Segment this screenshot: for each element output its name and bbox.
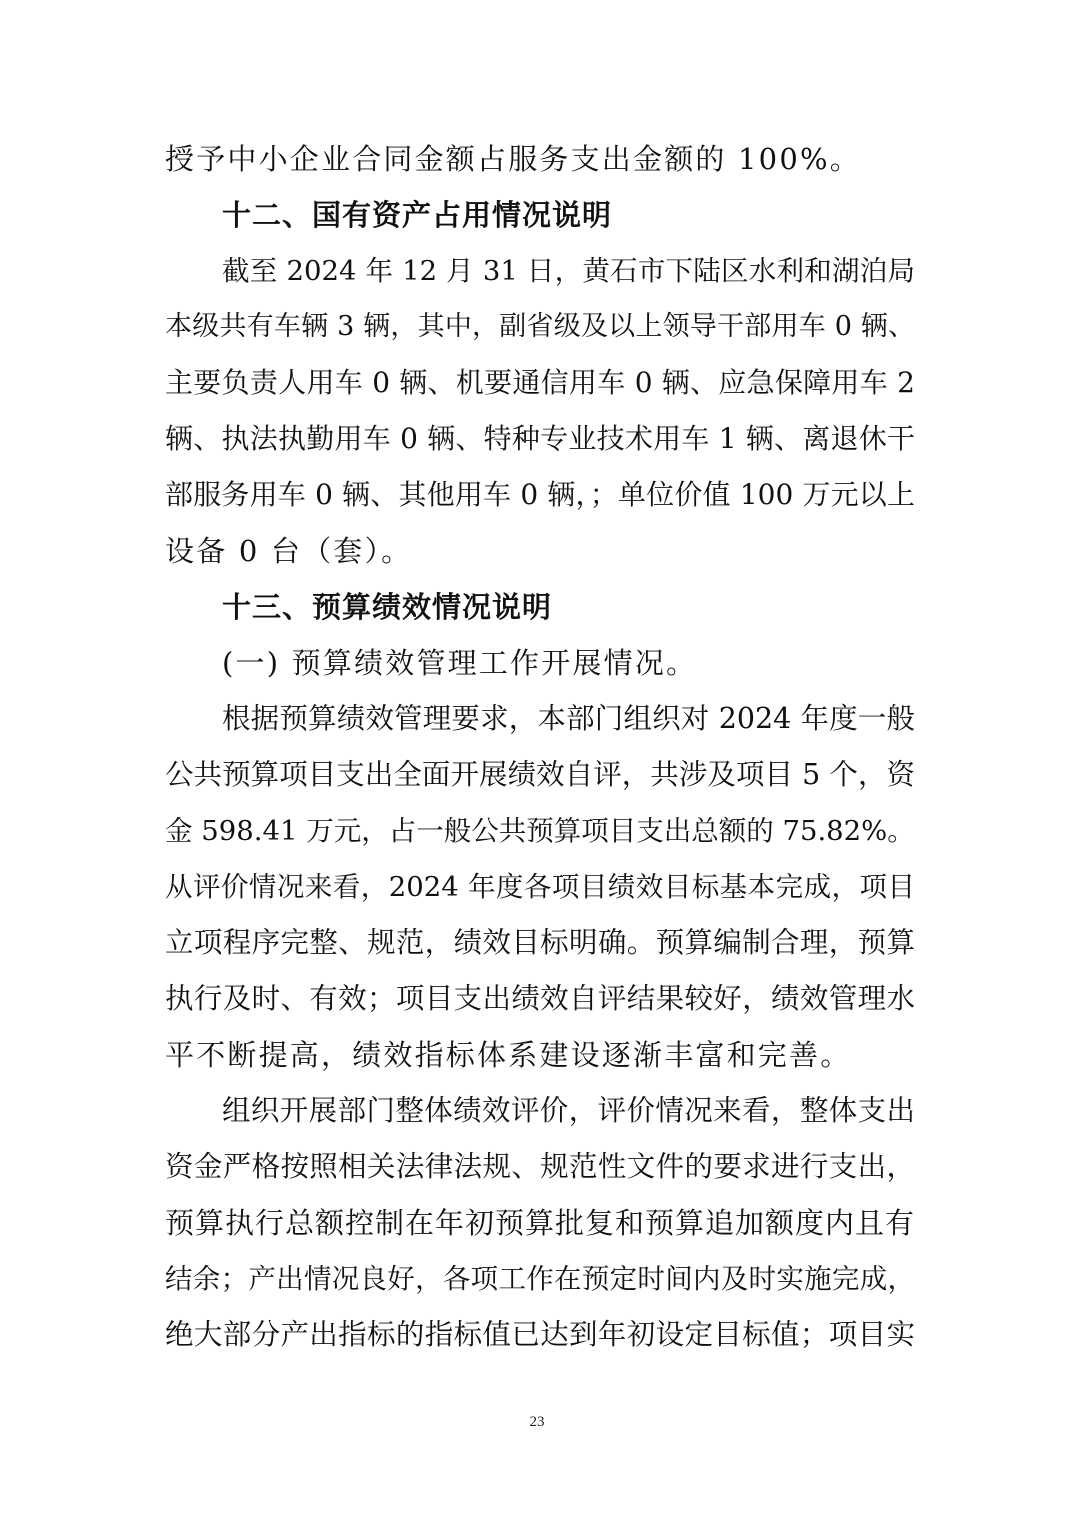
paragraph-line: 截至 2024 年 12 月 31 日，黄石市下陆区水利和湖泊局 — [222, 255, 915, 287]
section-heading-13: 十三、预算绩效情况说明 — [222, 590, 553, 624]
paragraph-line: 授予中小企业合同金额占服务支出金额的 100%。 — [165, 142, 861, 176]
paragraph-line: 立项程序完整、规范，绩效目标明确。预算编制合理，预算 — [165, 926, 915, 959]
paragraph-line: 金 598.41 万元，占一般公共预算项目支出总额的 75.82%。 — [165, 815, 915, 847]
paragraph-line: 辆、执法执勤用车 0 辆、特种专业技术用车 1 辆、离退休干 — [165, 422, 915, 455]
paragraph-line: 设备 0 台（套）。 — [165, 534, 413, 568]
section-heading-12: 十二、国有资产占用情况说明 — [222, 198, 613, 232]
paragraph-line: 本级共有车辆 3 辆，其中，副省级及以上领导干部用车 0 辆、 — [165, 311, 915, 342]
page-number: 23 — [529, 1414, 545, 1430]
paragraph-line: 组织开展部门整体绩效评价，评价情况来看，整体支出 — [222, 1094, 915, 1127]
paragraph-line: 根据预算绩效管理要求，本部门组织对 2024 年度一般 — [222, 702, 915, 735]
paragraph-line: 主要负责人用车 0 辆、机要通信用车 0 辆、应急保障用车 2 — [165, 366, 915, 399]
paragraph-line: 公共预算项目支出全面开展绩效自评，共涉及项目 5 个，资 — [165, 758, 915, 791]
paragraph-line: 执行及时、有效；项目支出绩效自评结果较好，绩效管理水 — [165, 982, 915, 1015]
paragraph-line: 结余；产出情况良好，各项工作在预定时间内及时实施完成， — [165, 1263, 915, 1295]
subsection-heading: (一) 预算绩效管理工作开展情况。 — [222, 646, 698, 680]
paragraph-line: 绝大部分产出指标的指标值已达到年初设定目标值；项目实 — [165, 1318, 915, 1351]
paragraph-line: 预算执行总额控制在年初预算批复和预算追加额度内且有 — [165, 1206, 916, 1240]
paragraph-line: 部服务用车 0 辆、其他用车 0 辆，；单位价值 100 万元以上 — [165, 478, 915, 511]
paragraph-line: 从评价情况来看，2024 年度各项目绩效目标基本完成，项目 — [165, 871, 915, 903]
paragraph-line: 平不断提高，绩效指标体系建设逐渐丰富和完善。 — [165, 1038, 852, 1072]
paragraph-line: 资金严格按照相关法律法规、规范性文件的要求进行支出， — [165, 1150, 915, 1183]
